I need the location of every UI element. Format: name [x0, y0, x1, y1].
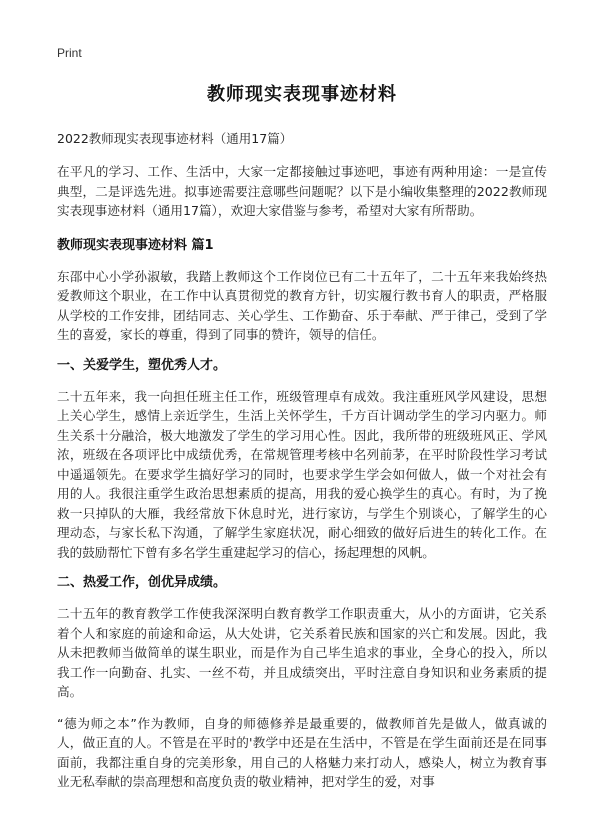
print-link[interactable]: Print: [57, 46, 82, 60]
intro-paragraph: 在平凡的学习、工作、生活中，大家一定都接触过事迹吧，事迹有两种用途：一是宣传典型，二是评选先进。拟事迹需要注意哪些问题呢？以下是小编收集整理的2022教师现实表现事迹材料（通用17篇），欢迎大家借鉴与参考，希望对大家有所帮助。: [57, 164, 547, 218]
page-title: 教师现实表现事迹材料: [207, 84, 397, 105]
subheading-care-students: 一、关爱学生，塑优秀人才。: [57, 357, 227, 373]
section-heading-1: 教师现实表现事迹材料 篇1: [57, 237, 214, 253]
paragraph-3: 二十五年的教育教学工作使我深深明白教育教学工作职责重大，从小的方面讲，它关系着个人和家庭的前途和命运，从大处讲，它关系着民族和国家的兴亡和发展。因此，我从未把教师当做简单的谋生职业，而是作为自己毕生追求的事业，全身心的投入，所以我工作一向勤奋、扎实、一丝不苟，并且成绩突出，平时注意自身知识和业务素质的提高。: [57, 606, 547, 699]
document-subtitle: 2022教师现实表现事迹材料（通用17篇）: [57, 131, 293, 146]
subheading-love-work: 二、热爱工作，创优异成绩。: [57, 575, 227, 590]
paragraph-1: 东邵中心小学孙淑敏，我踏上教师这个工作岗位已有二十五年了，二十五年来我始终热爱教师这个职业，在工作中认真贯彻党的教育方针，切实履行教书育人的职责，严格服从学校的工作安排，团结同志、关心学生、工作勤奋、乐于奉献、严于律己，受到了学生的喜爱，家长的尊重，得到了同事的赞许，领导的信任。: [57, 268, 547, 342]
document-body: [57, 70, 547, 792]
paragraph-2: 二十五年来，我一向担任班主任工作，班级管理卓有成效。我注重班风学风建设，思想上关心学生，感情上亲近学生，生活上关怀学生，千方百计调动学生的学习内驱力。师生关系十分融洽，极大地激发了学生的学习用心性。因此，我所带的班级班风正、学风浓，班级在各项评比中成绩优秀，在常规管理考核中名列前茅，在平时阶段性学习考试中遥遥领先。在要求学生搞好学习的同时，也要求学生学会如何做人，做一个对社会有用的人。我很注重学生政治思想素质的提高，用我的爱心换学生的真心。有时，为了挽救一只掉队的大雁，我经常放下休息时光，进行家访，与学生个别谈心，了解学生的心理动态，与家长私下沟通，了解学生家庭状况，耐心细致的做好后进生的转化工作。在我的鼓励帮忙下曾有多名学生重建起学习的信心，扬起理想的风帆。: [57, 388, 547, 560]
paragraph-4: “德为师之本”作为教师，自身的师德修养是最重要的，做教师首先是做人，做真诚的人，做正直的人。不管是在平时的'教学中还是在生活中，不管是在学生面前还是在同事面前，我都注重自身的完美形象，用自己的人格魅力来打动人，感染人，树立为教育事业无私奉献的崇高理想和高度负责的敬业精神，把对学生的爱，对事: [57, 715, 547, 789]
